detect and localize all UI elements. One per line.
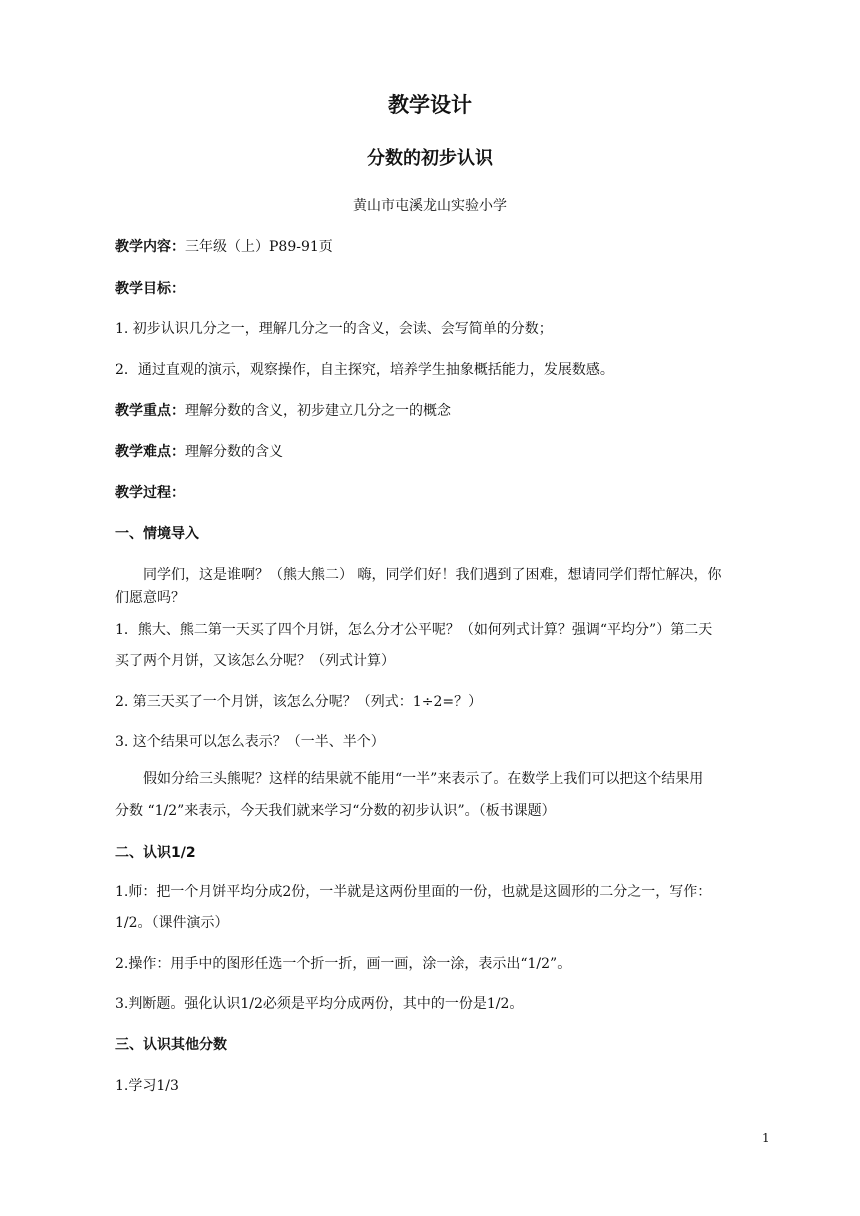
content-label: 教学内容：	[115, 239, 185, 255]
s1-paragraph-1-line-1: 同学们，这是谁啊？（熊大熊二） 嗨，同学们好！我们遇到了困难，想请同学们帮忙解决，你	[143, 567, 722, 583]
school-name: 黄山市屯溪龙山实验小学	[353, 198, 507, 214]
teaching-difficulty	[115, 443, 283, 461]
goal-2: 2．通过直观的演示，观察操作，自主探究，培养学生抽象概括能力，发展数感。	[115, 362, 614, 378]
section-2-title: 二、认识1/2	[115, 845, 196, 861]
key-text: 理解分数的含义，初步建立几分之一的概念	[185, 403, 451, 419]
s1-item-3: 3. 这个结果可以怎么表示？（一半、半个）	[115, 734, 385, 750]
doc-subtitle: 分数的初步认识	[367, 148, 493, 169]
difficulty-label: 教学难点：	[115, 444, 185, 460]
doc-title: 教学设计	[388, 93, 472, 117]
goal-1: 1. 初步认识几分之一，理解几分之一的含义，会读、会写简单的分数；	[115, 321, 553, 337]
s1-item-1-line-2: 买了两个月饼，又该怎么分呢？（列式计算）	[115, 653, 395, 669]
teaching-content	[115, 238, 333, 256]
s1-item-2: 2. 第三天买了一个月饼，该怎么分呢？（列式：1÷2=？）	[115, 694, 483, 710]
section-1-title: 一、情境导入	[115, 526, 199, 542]
goals-label: 教学目标：	[115, 281, 185, 297]
teaching-key-point	[115, 402, 451, 420]
s1-paragraph-2-line-1: 假如分给三头熊呢？这样的结果就不能用“一半”来表示了。在数学上我们可以把这个结果用	[143, 771, 704, 787]
s2-item-1-line-1: 1.师：把一个月饼平均分成2份，一半就是这两份里面的一份，也就是这圆形的二分之一，写作：	[115, 884, 712, 900]
s2-item-1-line-2: 1/2。（课件演示）	[115, 915, 229, 931]
s1-item-1-line-1: 1．熊大、熊二第一天买了四个月饼，怎么分才公平呢？（如何列式计算？强调“平均分”）第二天	[115, 622, 713, 638]
s1-paragraph-2-line-2: 分数 “1/2”来表示，今天我们就来学习“分数的初步认识”。（板书课题）	[115, 803, 556, 819]
content-text: 三年级（上）P89-91页	[185, 239, 333, 255]
section-3-title: 三、认识其他分数	[115, 1037, 227, 1053]
difficulty-text: 理解分数的含义	[185, 444, 283, 460]
s1-paragraph-1-line-2: 们愿意吗？	[115, 590, 185, 606]
process-label: 教学过程：	[115, 485, 185, 501]
s2-item-2: 2.操作：用手中的图形任选一个折一折，画一画，涂一涂，表示出“1/2”。	[115, 956, 572, 972]
s3-item-1: 1.学习1/3	[115, 1078, 179, 1094]
s2-item-3: 3.判断题。强化认识1/2必须是平均分成两份，其中的一份是1/2。	[115, 996, 524, 1012]
key-label: 教学重点：	[115, 403, 185, 419]
page-number: 1	[762, 1131, 770, 1145]
